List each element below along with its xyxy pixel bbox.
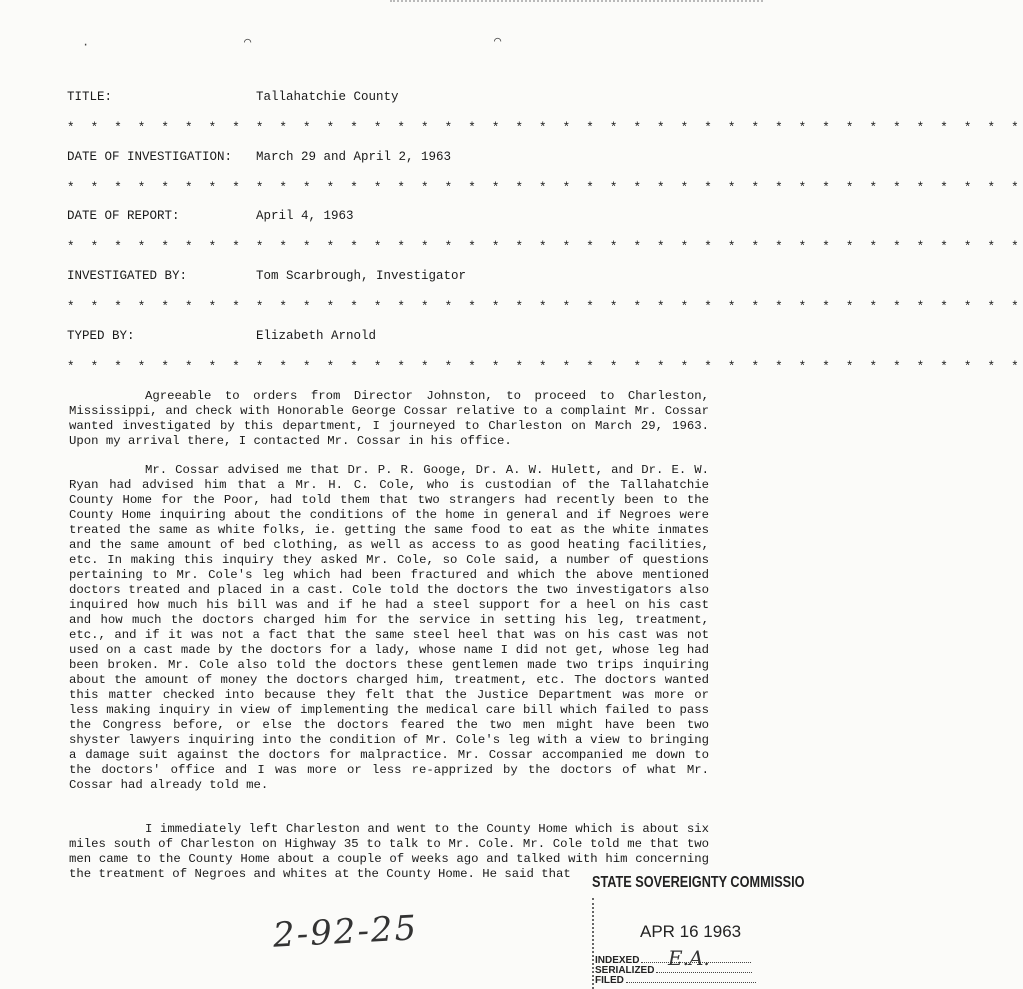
typed-by-field xyxy=(67,329,376,343)
stamp-indexed-label: INDEXED xyxy=(595,955,640,966)
handwritten-initials: E.A. xyxy=(668,946,710,970)
typed-by-label: TYPED BY: xyxy=(67,329,135,343)
separator-row: * * * * * * * * * * * * * * * * * * * * * * * * * * * * * * * * * * * * * * * * * xyxy=(67,181,1023,195)
scan-speck: ⌒ xyxy=(244,35,252,49)
investigation-date-label: DATE OF INVESTIGATION: xyxy=(67,150,233,164)
paragraph-text: Agreeable to orders from Director Johnston, to proceed to Charleston, Mississippi, and check with Honorable George Cossar relative to a complaint Mr. Cossar wanted investigated by this department, I journeyed to Charleston on March 29, 1963. Upon my arrival there, I contacted Mr. Cossar in his office. xyxy=(69,389,709,448)
stamp-serialized-label: SERIALIZED xyxy=(595,965,655,976)
title-label: TITLE: xyxy=(67,90,113,104)
title-value: Tallahatchie County xyxy=(256,90,399,104)
report-body-paragraph xyxy=(69,389,709,449)
investigated-by-label: INVESTIGATED BY: xyxy=(67,269,188,283)
report-date-label: DATE OF REPORT: xyxy=(67,209,180,223)
commission-stamp-agency: STATE SOVEREIGNTY COMMISSIO xyxy=(592,874,805,891)
stamp-filed-row xyxy=(595,975,756,986)
stamp-filed-label: FILED xyxy=(595,975,624,986)
stamp-date: APR 16 1963 xyxy=(640,922,742,941)
title-field xyxy=(67,90,399,104)
separator-row: * * * * * * * * * * * * * * * * * * * * * * * * * * * * * * * * * * * * * * * * * xyxy=(67,121,1023,135)
report-body-paragraph xyxy=(69,463,709,793)
scan-speck: ⌒ xyxy=(494,34,502,48)
investigation-date-value: March 29 and April 2, 1963 xyxy=(256,150,452,164)
stamp-border xyxy=(592,898,594,989)
separator-row: * * * * * * * * * * * * * * * * * * * * * * * * * * * * * * * * * * * * * * * * * xyxy=(67,300,1023,314)
investigated-by-field xyxy=(67,269,466,283)
paragraph-text: I immediately left Charleston and went to the County Home which is about six miles south of Charleston on Highway 35 to talk to Mr. Cole. Mr. Cole told me that two men came to the County Home about a couple of weeks ago and talked with him concerning the treatment of Negroes and whites at the County Home. He said that xyxy=(69,822,709,881)
separator-row: * * * * * * * * * * * * * * * * * * * * * * * * * * * * * * * * * * * * * * * * * xyxy=(67,360,1023,374)
report-date-field xyxy=(67,209,354,223)
typed-by-value: Elizabeth Arnold xyxy=(256,329,377,343)
handwritten-file-number: 2-92-25 xyxy=(272,908,420,956)
investigated-by-value: Tom Scarbrough, Investigator xyxy=(256,269,467,283)
investigation-date-field xyxy=(67,150,451,164)
scan-edge-marks xyxy=(390,0,763,6)
report-body-paragraph xyxy=(69,822,709,882)
paragraph-text: Mr. Cossar advised me that Dr. P. R. Googe, Dr. A. W. Hulett, and Dr. E. W. Ryan had advised him that a Mr. H. C. Cole, who is custodian of the Tallahatchie County Home for the Poor, had told them that two strangers had recently been to the County Home inquiring about the conditions of the home in general and if Negroes were treated the same as white folks, ie. getting the same food to eat as the white inmates and the same amount of bed clothing, as well as access to as good heating facilities, etc. In making this inquiry they asked Mr. Cole, so Cole said, a number of questions pertaining to Mr. Cole's leg which had been fractured and which the above mentioned doctors treated and placed in a cast. Cole told the doctors the two investigators also inquired how much his bill was and if he had a steel support for a heel on his cast and how much the doctors charged him for the service in setting his leg, treatment, etc., and if it was not a fact that the same steel heel that was on his cast was not used on a cast made by the doctors for a lady, whose name I did not get, whose leg had been broken. Mr. Cole also told the doctors these gentlemen made two trips inquiring about the amount of money the doctors charged him, treatment, etc. The doctors wanted this matter checked into because they felt that the Justice Department was more or less making inquiry in view of implementing the medical care bill which failed to pass the Congress before, or else the doctors feared the two men might have been two shyster lawyers inquiring into the condition of Mr. Cole's leg with a view to bringing a damage suit against the doctors for malpractice. Mr. Cossar accompanied me down to the doctors' office and I was more or less re-apprized by the doctors of what Mr. Cossar had already told me. xyxy=(69,463,709,792)
scan-speck: · xyxy=(82,38,90,52)
separator-row: * * * * * * * * * * * * * * * * * * * * * * * * * * * * * * * * * * * * * * * * * xyxy=(67,240,1023,254)
report-date-value: April 4, 1963 xyxy=(256,209,354,223)
